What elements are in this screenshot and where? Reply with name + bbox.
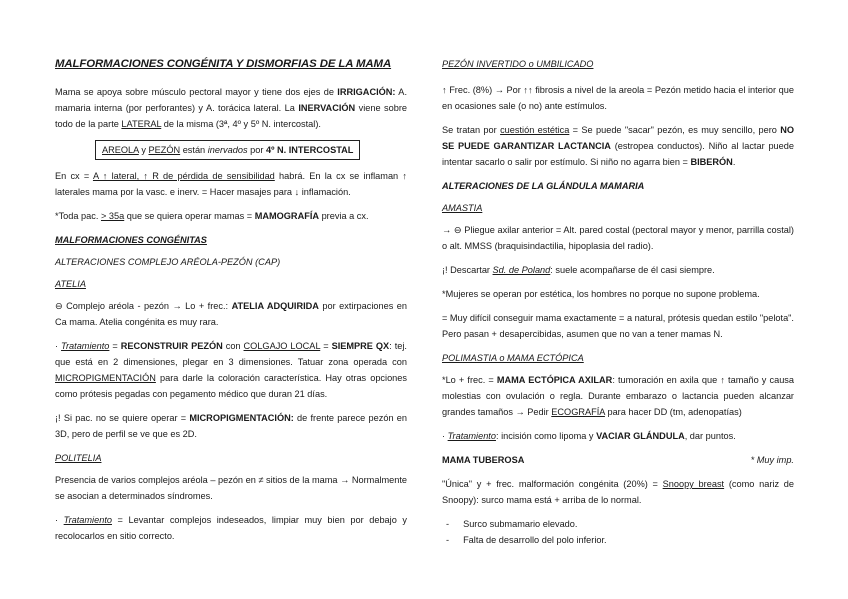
intro-paragraph: Mama se apoya sobre músculo pectoral mayor y tiene dos ejes de IRRIGACIÓN: A. mamaria interna (por perforantes) y A. torácica lateral. La INERVACIÓN viene sobre todo de la parte LATERAL de la misma (3ª, 4º y 5º N. intercostal).: [55, 87, 407, 129]
tuberosa-heading-row: [442, 452, 794, 468]
polimastia-paragraph: *Lo + frec. = MAMA ECTÓPICA AXILAR: tumoración en axila que ↑ tamaño y causa molestias con ovulación o regla. Durante embarazo o lactancia pueden alcanzar grandes tamaños → Pedir ECOGRAFÍA para hacer DD (tm, adenopatías): [442, 375, 795, 417]
treatment-atelia: · Tratamiento = RECONSTRUIR PEZÓN con COLGAJO LOCAL = SIEMPRE QX: tej. que está en 2 dimensiones, plegar en 3 dimensiones. Tatuar zona operada con MICROPIGMENTACIÓN para darle la coloración característica. Hay otras opciones como prótesis pegadas con pegamento médico que duran 21 días.: [55, 341, 407, 399]
heading-cap: ALTERACIONES COMPLEJO ARÉOLA-PEZÓN (CAP): [55, 257, 281, 267]
tuberosa-paragraph: "Única" y + frec. malformación congénita (20%) = Snoopy breast (como nariz de Snoopy): surco mama está + arriba de lo normal.: [442, 479, 795, 505]
heading-politelia: POLITELIA: [55, 453, 102, 463]
poland-paragraph: ¡! Descartar Sd. de Poland: suele acompañarse de él casi siempre.: [442, 265, 715, 275]
pezon-paragraph: ↑ Frec. (8%) → Por ↑↑ fibrosis a nivel de la areola = Pezón metido hacia el interior que en ocasiones sale (o no) ante estímulos.: [442, 85, 794, 111]
importance-tag: * Muy imp.: [750, 455, 794, 465]
treatment-polimastia: · Tratamiento: incisión como lipoma y VACIAR GLÁNDULA, dar puntos.: [442, 431, 736, 441]
pezon-treatment-paragraph: Se tratan por cuestión estética = Se puede "sacar" pezón, es muy sencillo, pero NO SE PUEDE GARANTIZAR LACTANCIA (estropea conductos). Niño al lactar puede intentar sacarlo o salir por estímulo. Si niño no agarra bien = BIBERÓN.: [442, 125, 795, 167]
heading-atelia: ATELIA: [55, 279, 86, 289]
heading-polimastia: POLIMASTIA o MAMA ECTÓPICA: [442, 353, 584, 363]
heading-pezon-invertido: PEZÓN INVERTIDO o UMBILICADO: [442, 59, 594, 69]
difficult-paragraph: = Muy difícil conseguir mama exactamente = a natural, prótesis quedan estilo "pelota". Pero pasan + desapercibidas, asumen que no van a tener mamas N.: [442, 313, 794, 339]
list-item: - Falta de desarrollo del polo inferior.: [446, 535, 607, 545]
list-item: - Surco submamario elevado.: [446, 519, 578, 529]
right-column: [442, 52, 794, 548]
heading-tuberosa: MAMA TUBEROSA: [442, 455, 525, 465]
treatment-politelia: · Tratamiento = Levantar complejos indeseados, limpiar muy bien por debajo y recolocarlos en sitio correcto.: [55, 515, 407, 541]
atelia-paragraph: ⊖ Complejo aréola - pezón → Lo + frec.: ATELIA ADQUIRIDA por extirpaciones en Ca mama. Atelia congénita es muy rara.: [55, 301, 407, 327]
tuberosa-list: [442, 516, 794, 548]
micropigmentation-note: ¡! Si pac. no se quiere operar = MICROPIGMENTACIÓN: de frente parece pezón en 3D, pero de perfil se ve que es 2D.: [55, 413, 407, 439]
left-column: [55, 52, 407, 552]
document-title: MALFORMACIONES CONGÉNITA Y DISMORFIAS DE LA MAMA: [55, 58, 392, 70]
heading-glandula: ALTERACIONES DE LA GLÁNDULA MAMARIA: [442, 181, 645, 191]
heading-congenitas: MALFORMACIONES CONGÉNITAS: [55, 235, 207, 245]
amastia-paragraph: → ⊖ Pliegue axilar anterior = Alt. pared costal (pectoral mayor y menor, parrilla costal) o alt. MMSS (braquisindactilia, hipoplasia del radio).: [442, 225, 794, 251]
heading-amastia: AMASTIA: [442, 203, 483, 213]
risk-paragraph: En cx = A ↑ lateral, ↑ R de pérdida de sensibilidad habrá. En la cx se inflaman ↑ laterales mama por la vasc. e inerv. = Hacer masajes para ↓ inflamación.: [55, 171, 407, 197]
politelia-paragraph: Presencia de varios complejos aréola – pezón en ≠ sitios de la mama → Normalmente se asocian a determinados síndromes.: [55, 475, 407, 501]
innervation-box: AREOLA y PEZÓN están inervados por 4º N. INTERCOSTAL: [95, 140, 360, 160]
esthetic-paragraph: *Mujeres se operan por estética, los hombres no porque no supone problema.: [442, 289, 760, 299]
mammography-paragraph: *Toda pac. > 35a que se quiera operar mamas = MAMOGRAFÍA previa a cx.: [55, 211, 369, 221]
